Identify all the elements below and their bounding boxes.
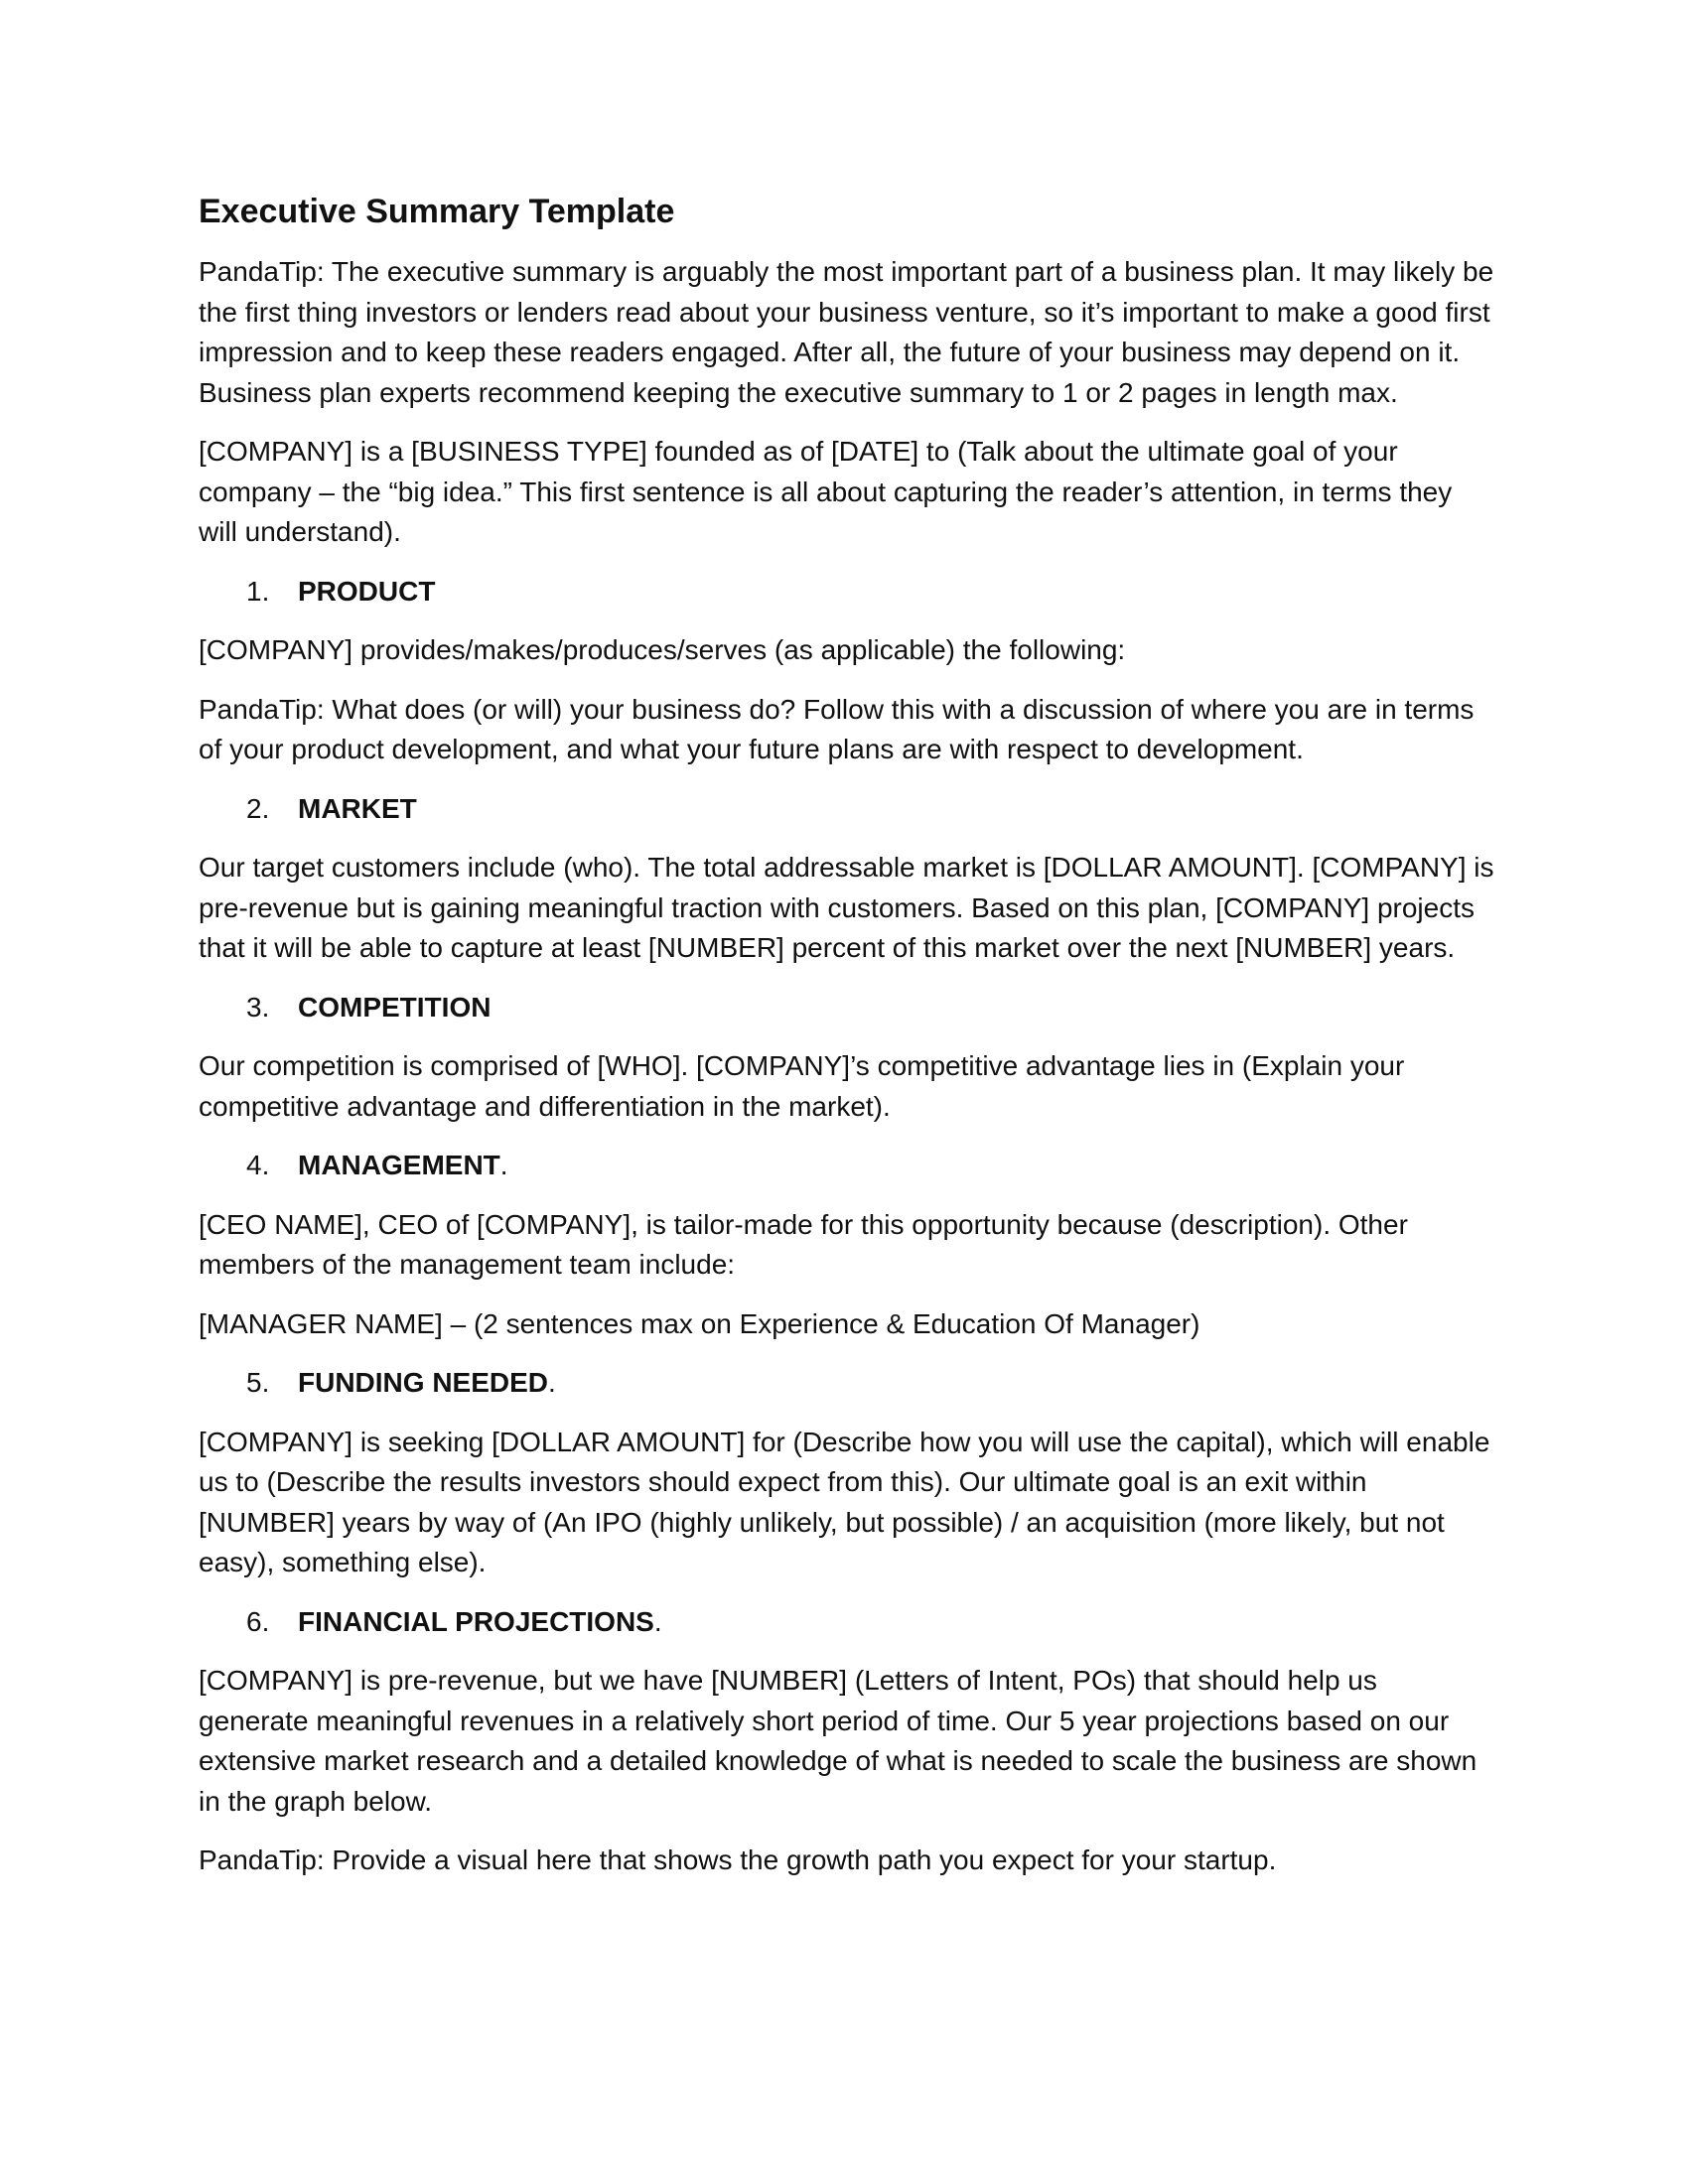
product-paragraph: [COMPANY] provides/makes/produces/serves (as applicable) the following: bbox=[199, 634, 1126, 665]
financial-pandatip-paragraph: PandaTip: Provide a visual here that shows the growth path you expect for your startup. bbox=[199, 1844, 1277, 1875]
section-heading-funding-needed bbox=[199, 1363, 1494, 1404]
document-body bbox=[199, 189, 1494, 1900]
manager-name-paragraph: [MANAGER NAME] – (2 sentences max on Experience & Education Of Manager) bbox=[199, 1307, 1200, 1339]
section-label: MANAGEMENT bbox=[298, 1150, 500, 1180]
section-number: 2. bbox=[246, 792, 270, 824]
section-heading-financial-projections bbox=[199, 1602, 1494, 1643]
intro-pandatip-paragraph: PandaTip: The executive summary is arguably the most important part of a business plan. It may likely be the first thing investors or lenders read about your business venture, so it’s important to make a good first impression and to keep these readers engaged. After all, the future of your business may depend on it. Business plan experts recommend keeping the executive summary to 1 or 2 pages in length max. bbox=[199, 256, 1494, 408]
market-paragraph: Our target customers include (who). The total addressable market is [DOLLAR AMOUNT]. [COMPANY] is pre-revenue but is gaining meaningful traction with customers. Based on this plan, [COMPANY] projects that it will be able to capture at least [NUMBER] percent of this market over the next [NUMBER] years. bbox=[199, 852, 1494, 963]
page-title: Executive Summary Template bbox=[199, 193, 675, 230]
section-suffix: . bbox=[499, 1150, 508, 1180]
section-suffix: . bbox=[653, 1605, 662, 1637]
section-heading-management bbox=[199, 1146, 1494, 1186]
section-suffix: . bbox=[548, 1367, 556, 1398]
section-number: 5. bbox=[246, 1367, 270, 1398]
financial-projections-paragraph: [COMPANY] is pre-revenue, but we have [NUMBER] (Letters of Intent, POs) that should help us generate meaningful revenues in a relatively short period of time. Our 5 year projections based on our extensive market research and a detailed knowledge of what is needed to scale the business are shown in the graph below. bbox=[199, 1665, 1477, 1817]
section-label: MARKET bbox=[298, 792, 417, 824]
section-number: 1. bbox=[246, 575, 270, 607]
section-label: FUNDING NEEDED bbox=[298, 1367, 549, 1398]
section-label: COMPETITION bbox=[298, 991, 492, 1023]
competition-paragraph: Our competition is comprised of [WHO]. [COMPANY]’s competitive advantage lies in (Explain your competitive advantage and differentiation in the market). bbox=[199, 1050, 1405, 1122]
company-intro-paragraph: [COMPANY] is a [BUSINESS TYPE] founded as of [DATE] to (Talk about the ultimate goal of your company – the “big idea.” This first sentence is all about capturing the reader’s attention, in terms they will understand). bbox=[199, 436, 1453, 547]
section-heading-competition bbox=[199, 988, 1494, 1028]
funding-paragraph: [COMPANY] is seeking [DOLLAR AMOUNT] for (Describe how you will use the capital), which will enable us to (Describe the results investors should expect from this). Our ultimate goal is an exit within [NUMBER] years by way of (An IPO (highly unlikely, but possible) / an acquisition (more likely, but not easy), something else). bbox=[199, 1426, 1490, 1577]
section-number: 6. bbox=[246, 1605, 270, 1637]
section-label: FINANCIAL PROJECTIONS bbox=[298, 1605, 654, 1637]
section-number: 3. bbox=[246, 991, 270, 1023]
section-number: 4. bbox=[246, 1150, 270, 1180]
product-pandatip-paragraph: PandaTip: What does (or will) your business do? Follow this with a discussion of where you are in terms of your product development, and what your future plans are with respect to development. bbox=[199, 693, 1475, 764]
section-label: PRODUCT bbox=[298, 575, 436, 607]
section-heading-market bbox=[199, 789, 1494, 830]
management-paragraph: [CEO NAME], CEO of [COMPANY], is tailor-made for this opportunity because (description). Other members of the management team include: bbox=[199, 1208, 1408, 1280]
section-heading-product bbox=[199, 572, 1494, 613]
